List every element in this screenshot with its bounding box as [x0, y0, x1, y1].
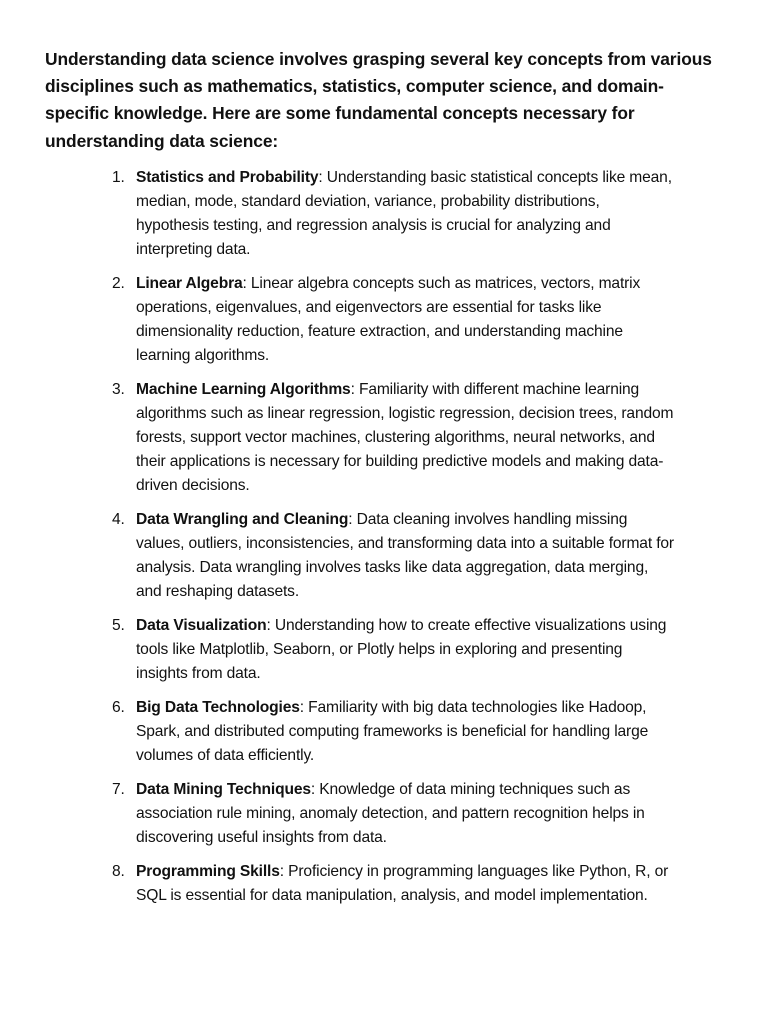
list-item-number: 8. [112, 863, 125, 881]
list-item [0, 614, 768, 686]
list-item-text: : Understanding basic statistical concepts like mean, median, mode, standard deviation, variance, probability distributions, hypothesis testing, and regression analysis is crucial for analyzing and interpreting data. [136, 169, 672, 258]
list-item-text: : Understanding how to create effective visualizations using tools like Matplotlib, Seaborn, or Plotly helps in exploring and presenting insights from data. [136, 616, 667, 682]
list-item-text: : Familiarity with big data technologies like Hadoop, Spark, and distributed computing frameworks is beneficial for handling large volumes of data efficiently. [136, 699, 649, 764]
list-item [0, 378, 768, 498]
list-item [0, 272, 768, 368]
list-item [0, 778, 768, 850]
list-item-term: Data Visualization [136, 616, 267, 634]
list-item-number: 3. [112, 381, 125, 399]
list-item-text: : Proficiency in programming languages like Python, R, or SQL is essential for data manipulation, analysis, and model implementation. [136, 863, 669, 905]
list-item-text: : Linear algebra concepts such as matrices, vectors, matrix operations, eigenvalues, and eigenvectors are essential for tasks like dimensionality reduction, feature extraction, and understanding machine learning algorithms. [136, 275, 641, 364]
list-item-text: : Data cleaning involves handling missing values, outliers, inconsistencies, and transforming data into a suitable format for analysis. Data wrangling involves tasks like data aggregation, data merging, and reshaping datasets. [136, 510, 674, 600]
list-item-text: : Knowledge of data mining techniques such as association rule mining, anomaly detection, and pattern recognition helps in discovering useful insights from data. [136, 781, 645, 846]
list-item [0, 166, 768, 262]
list-item-number: 5. [112, 616, 125, 634]
list-item [0, 696, 768, 768]
list-item-term: Data Wrangling and Cleaning [136, 510, 349, 528]
list-item-number: 7. [112, 781, 125, 799]
list-item-text: : Familiarity with different machine learning algorithms such as linear regression, logistic regression, decision trees, random forests, support vector machines, clustering algorithms, neural networks, and their applications is necessary for building predictive models and making data-driven decisions. [136, 381, 674, 494]
list-item-term: Linear Algebra [136, 275, 243, 293]
list-item [0, 860, 768, 908]
list-item-number: 2. [112, 275, 125, 293]
list-item-term: Machine Learning Algorithms [136, 381, 351, 399]
list-item-number: 4. [112, 510, 125, 528]
list-item-term: Programming Skills [136, 863, 280, 881]
intro-paragraph: Understanding data science involves grasping several key concepts from various disciplines such as mathematics, statistics, computer science, and domain-specific knowledge. Here are some fundamental concepts necessary for understanding data science: [45, 49, 712, 151]
list-item [0, 508, 768, 604]
list-item-term: Statistics and Probability [136, 169, 319, 186]
list-item-term: Data Mining Techniques [136, 781, 311, 799]
list-item-number: 6. [112, 699, 125, 717]
list-item-number: 1. [112, 169, 125, 186]
concept-list [0, 166, 768, 919]
list-item-term: Big Data Technologies [136, 699, 300, 717]
